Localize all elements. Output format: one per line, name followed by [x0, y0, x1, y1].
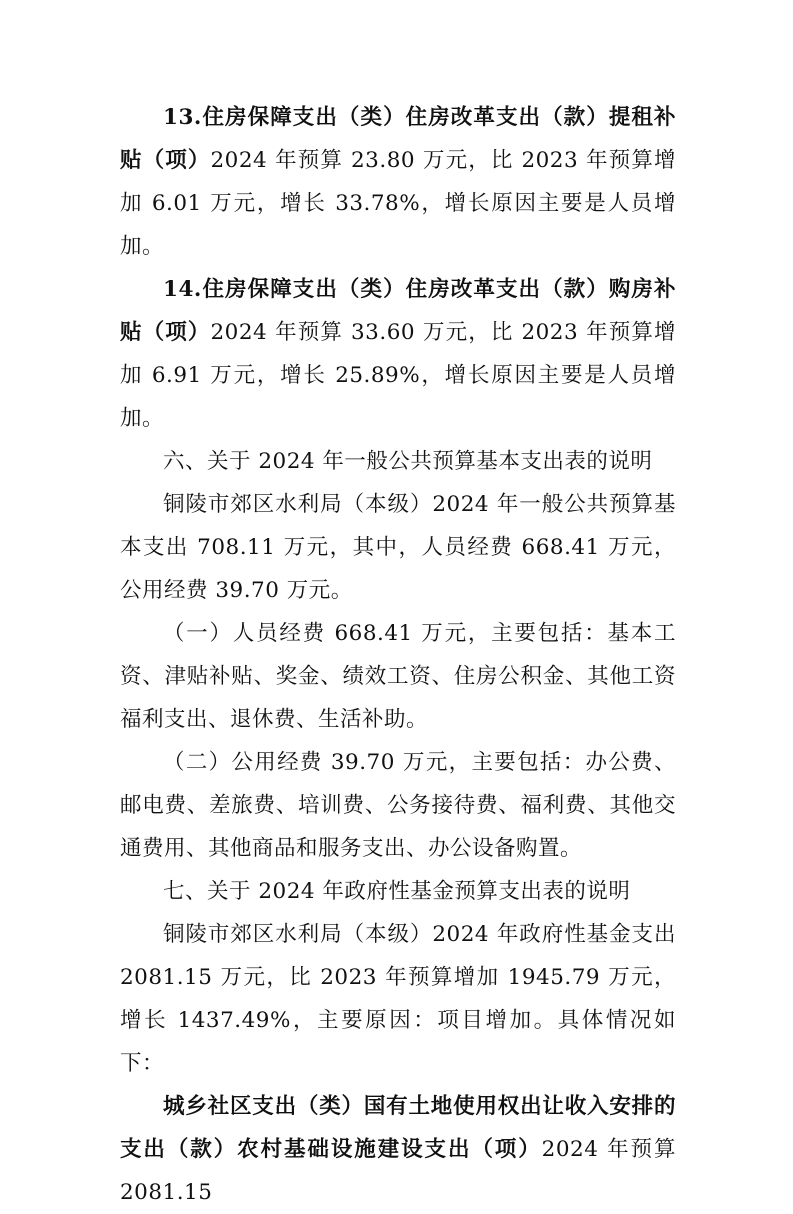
paragraph-heading: 14.住房保障支出（类）住房改革支出（款）购房补贴（项） [120, 277, 676, 345]
paragraph-text: 铜陵市郊区水利局（本级）2024 年政府性基金支出 2081.15 万元，比 2023 年预算增加 1945.79 万元，增长 1437.49%，主要原因：项目增加。具体情况如下： [120, 922, 676, 1076]
paragraph-personnel-expense [120, 612, 676, 741]
paragraph-text: 2024 年预算 2081.15 [120, 1137, 676, 1205]
paragraph-text: 2024 年预算 23.80 万元，比 2023 年预算增加 6.01 万元，增长 33.78%，增长原因主要是人员增加。 [120, 148, 676, 259]
paragraph-text: （二）公用经费 39.70 万元，主要包括：办公费、邮电费、差旅费、培训费、公务接待费、福利费、其他交通费用、其他商品和服务支出、办公设备购置。 [120, 750, 676, 861]
paragraph-text: 2024 年预算 33.60 万元，比 2023 年预算增加 6.91 万元，增长 25.89%，增长原因主要是人员增加。 [120, 320, 676, 431]
paragraph-text: 六、关于 2024 年一般公共预算基本支出表的说明 [163, 449, 653, 474]
paragraph-public-expense [120, 741, 676, 870]
paragraph-heading: 城乡社区支出（类）国有土地使用权出让收入安排的支出（款）农村基础设施建设支出（项） [120, 1094, 676, 1162]
paragraph-text: 七、关于 2024 年政府性基金预算支出表的说明 [163, 879, 631, 904]
section-six-title [120, 440, 676, 483]
paragraph-heading: 13.住房保障支出（类）住房改革支出（款）提租补贴（项） [120, 105, 676, 173]
paragraph-rural-infrastructure [120, 1085, 676, 1214]
paragraph-13 [120, 96, 676, 268]
paragraph-fund-expenditure [120, 913, 676, 1085]
paragraph-text: 铜陵市郊区水利局（本级）2024 年一般公共预算基本支出 708.11 万元，其中，人员经费 668.41 万元，公用经费 39.70 万元。 [120, 492, 676, 603]
paragraph-basic-expenditure [120, 483, 676, 612]
section-seven-title [120, 870, 676, 913]
document-body [120, 96, 676, 1214]
paragraph-14 [120, 268, 676, 440]
paragraph-text: （一）人员经费 668.41 万元，主要包括：基本工资、津贴补贴、奖金、绩效工资、住房公积金、其他工资福利支出、退休费、生活补助。 [120, 621, 676, 732]
